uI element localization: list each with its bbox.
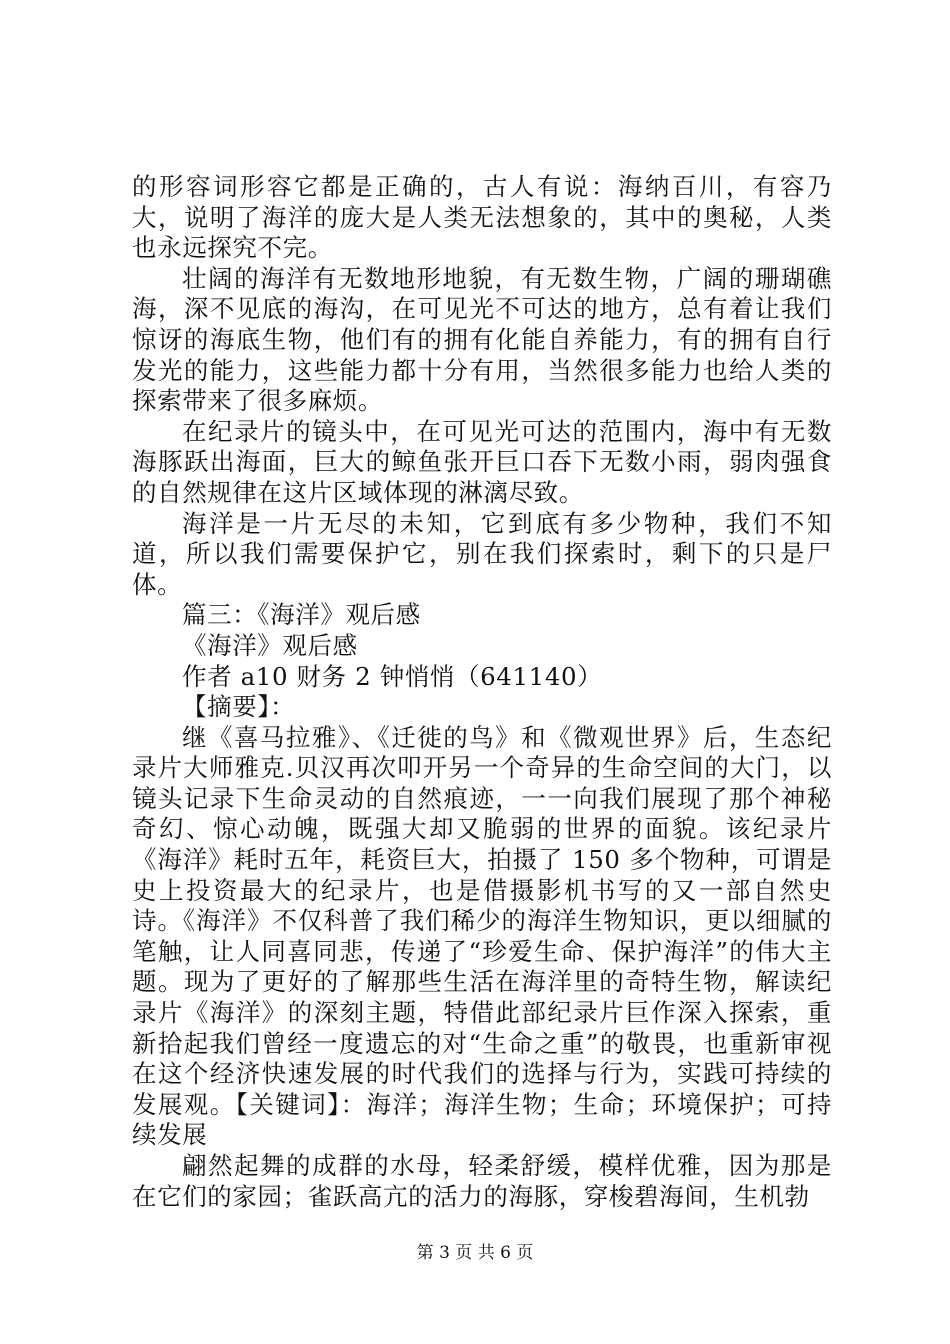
paragraph: 在纪录片的镜头中，在可见光可达的范围内，海中有无数海豚跃出海面，巨大的鲸鱼张开巨口吞下无数小雨，弱肉强食的自然规律在这片区域体现的淋漓尽致。 [132, 416, 832, 507]
paragraph: 海洋是一片无尽的未知，它到底有多少物种，我们不知道，所以我们需要保护它，别在我们探索时，剩下的只是尸体。 [132, 508, 832, 599]
page-footer: 第 3 页 共 6 页 [416, 1243, 534, 1263]
article-title: 《海洋》观后感 [182, 630, 358, 660]
abstract-paragraph: 继《喜马拉雅》、《迁徙的鸟》和《微观世界》后，生态纪录片大师雅克.贝汉再次叩开另一个奇异的生命空间的大门，以镜头记录下生命灵动的自然痕迹，一一向我们展现了那个神秘奇幻、惊心动魄，既强大却又脆弱的世界的面貌。该纪录片《海洋》耗时五年，耗资巨大，拍摄了 150 多个物种，可谓是史上投资最大的纪录片，也是借摄影机书写的又一部自然史诗。《海洋》不仅科普了我们稀少的海洋生物知识，更以细腻的笔触，让人同喜同悲，传递了“珍爱生命、保护海洋”的伟大主题。现为了更好的了解那些生活在海洋里的奇特生物，解读纪录片《海洋》的深刻主题，特借此部纪录片巨作深入探索，重新拾起我们曾经一度遗忘的对“生命之重”的敬畏，也重新审视在这个经济快速发展的时代我们的选择与行为，实践可持续的发展观。【关键词】：海洋；海洋生物；生命；环境保护；可持续发展 [132, 722, 832, 1150]
abstract-label: 【摘要】： [182, 692, 296, 722]
paragraph: 的形容词形容它都是正确的，古人有说：海纳百川，有容乃大，说明了海洋的庞大是人类无法想象的，其中的奥秘，人类也永远探究不完。 [132, 172, 832, 263]
paragraph: 翩然起舞的成群的水母，轻柔舒缓，模样优雅，因为那是在它们的家园；雀跃高亢的活力的海豚，穿梭碧海间，生机勃 [132, 1151, 832, 1211]
author-line: 作者 a10 财务 2 钟悄悄（641140） [182, 661, 603, 691]
document-body [132, 172, 832, 1212]
section-heading: 篇三：《海洋》观后感 [182, 600, 421, 630]
paragraph: 壮阔的海洋有无数地形地貌，有无数生物，广阔的珊瑚礁海，深不见底的海沟，在可见光不可达的地方，总有着让我们惊讶的海底生物，他们有的拥有化能自养能力，有的拥有自行发光的能力，这些能力都十分有用，当然很多能力也给人类的探索带来了很多麻烦。 [132, 263, 832, 416]
